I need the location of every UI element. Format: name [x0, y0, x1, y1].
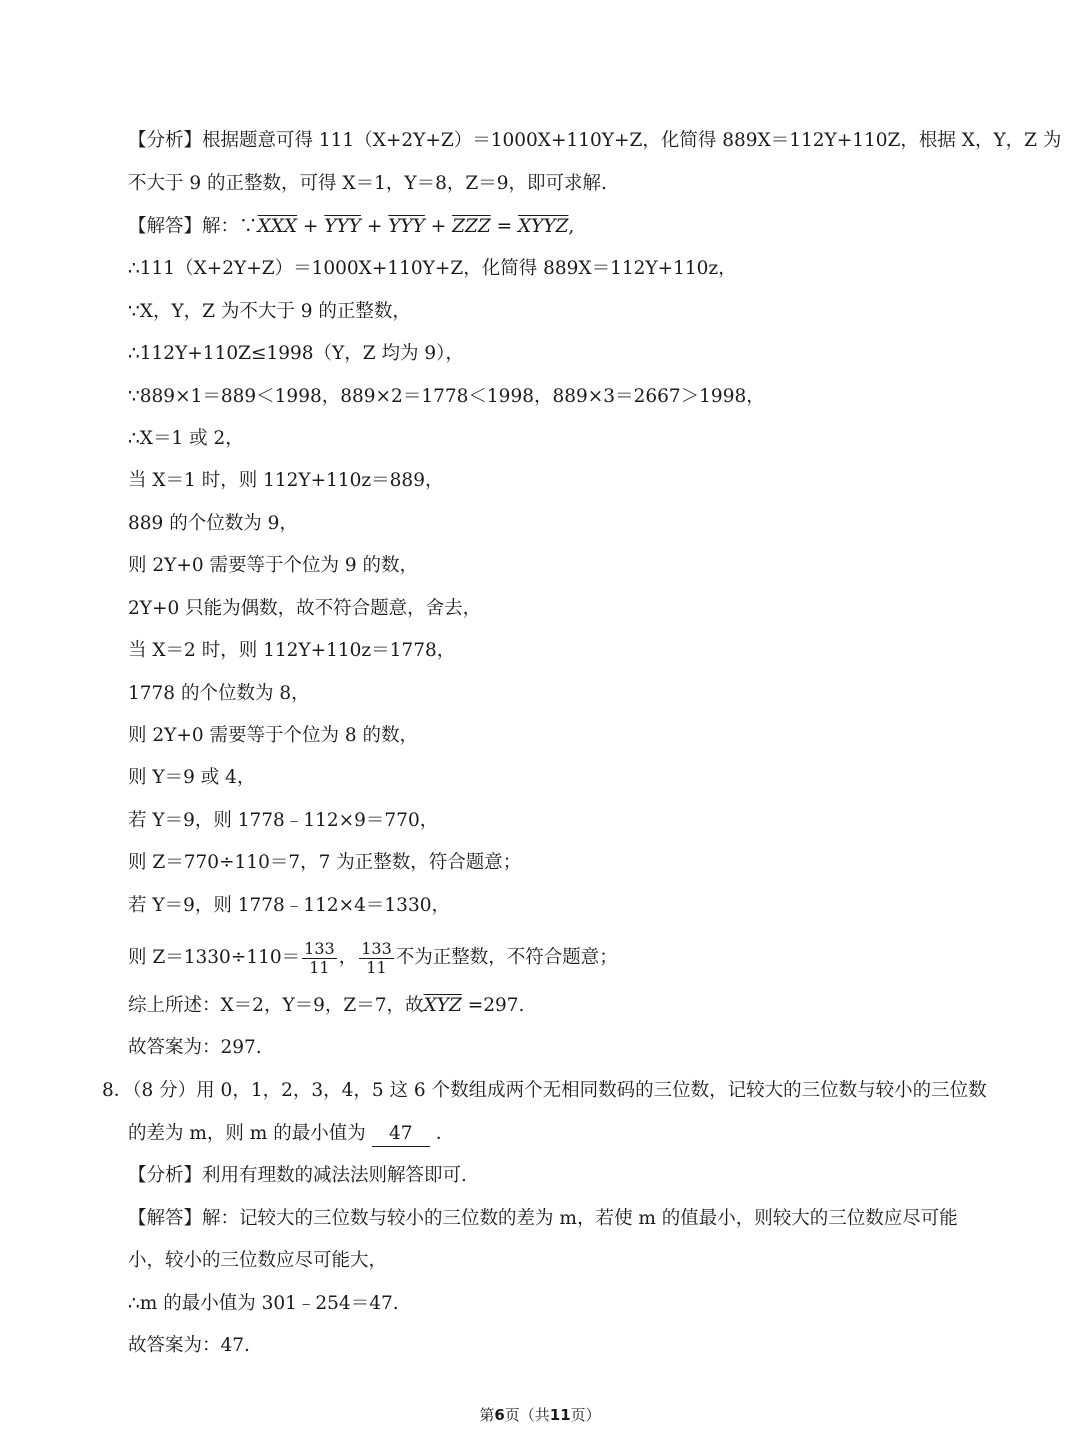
- solution-step: ∴111（X+2Y+Z）＝1000X+110Y+Z，化简得 889X＝112Y+110z，: [128, 258, 737, 279]
- solution-step: 889 的个位数为 9，: [128, 513, 298, 534]
- q8-solution-line-1: 【解答】解：记较大的三位数与较小的三位数的差为 m，若使 m 的值最小，则较大的三位数应尽可能: [128, 1208, 958, 1229]
- analysis-label: 【分析】: [128, 1165, 203, 1186]
- solution-step: 当 X＝1 时，则 112Y+110z＝889，: [128, 470, 444, 491]
- analysis-line-2: 不大于 9 的正整数，可得 X＝1，Y＝8，Z＝9，即可求解.: [128, 173, 607, 194]
- q8-answer-line: 故答案为：47.: [128, 1335, 250, 1356]
- q8-analysis-line: 【分析】利用有理数的减法法则解答即可.: [128, 1165, 467, 1186]
- solution-step: ∵889×1＝889＜1998，889×2＝1778＜1998，889×3＝2667＞1998，: [128, 386, 765, 407]
- page-footer: 第6页（共11页）: [479, 1406, 601, 1424]
- solution-step: 当 X＝2 时，则 112Y+110z＝1778，: [128, 640, 456, 661]
- solution-step: 1778 的个位数为 8，: [128, 683, 310, 704]
- solution-step: 则 Z＝770÷110＝7，7 为正整数，符合题意；: [128, 852, 522, 873]
- solution-step: ∴X＝1 或 2，: [128, 428, 244, 449]
- summary-line: 综上所述：X＝2，Y＝9，Z＝7，故$\overline{XYZ} =297$.: [128, 995, 525, 1016]
- fraction-2: $\frac{133}{11}$: [361, 938, 392, 977]
- solution-label: 【解答】: [128, 1208, 203, 1229]
- answer-line: 故答案为：297.: [128, 1037, 262, 1058]
- solution-step: 则 Y＝9 或 4，: [128, 767, 256, 788]
- analysis-line-1: 【分析】根据题意可得 111（X+2Y+Z）＝1000X+110Y+Z，化简得 889X＝112Y+110Z，根据 X，Y，Z 为: [128, 130, 1062, 151]
- answer-blank: 47: [372, 1122, 430, 1147]
- solution-step: 2Y+0 只能为偶数，故不符合题意，舍去，: [128, 598, 482, 619]
- solution-header-line: 【解答】解：$\because\overline{XXX} + \overline{YYY} + \overline{YYY} + \overline{ZZZ}$ = XYYZ,: [128, 216, 575, 237]
- solution-step: ∴112Y+110Z≤1998（Y，Z 均为 9），: [128, 343, 464, 364]
- total-pages: 11: [549, 1406, 571, 1424]
- q8-solution-line-3: ∴m 的最小值为 301﹣254＝47.: [128, 1293, 399, 1314]
- solution-step: 若 Y＝9，则 1778﹣112×9＝770，: [128, 810, 439, 831]
- analysis-label: 【分析】: [128, 130, 203, 151]
- solution-step: 若 Y＝9，则 1778﹣112×4＝1330，: [128, 895, 450, 916]
- fraction-1: $\frac{133}{11}$: [304, 938, 335, 977]
- question-8-line-1: 8．（8 分）用 0，1，2，3，4，5 这 6 个数组成两个无相同数码的三位数，记较大的三位数与较小的三位数: [102, 1080, 987, 1101]
- q8-solution-line-2: 小，较小的三位数应尽可能大，: [128, 1250, 388, 1271]
- question-8-line-2: 的差为 m，则 m 的最小值为 47 ．: [128, 1119, 990, 1149]
- solution-label: 【解答】: [128, 216, 203, 237]
- solution-step: 则 2Y+0 需要等于个位为 9 的数，: [128, 555, 419, 576]
- solution-step: 则 2Y+0 需要等于个位为 8 的数，: [128, 725, 419, 746]
- fraction-line: 则 Z＝1330÷110＝ $\frac{133}{11}$ ， $\frac{133}{11}$ 不为正整数，不符合题意；: [128, 938, 618, 977]
- current-page-number: 6: [494, 1406, 505, 1424]
- solution-step: ∵X，Y，Z 为不大于 9 的正整数，: [128, 301, 411, 322]
